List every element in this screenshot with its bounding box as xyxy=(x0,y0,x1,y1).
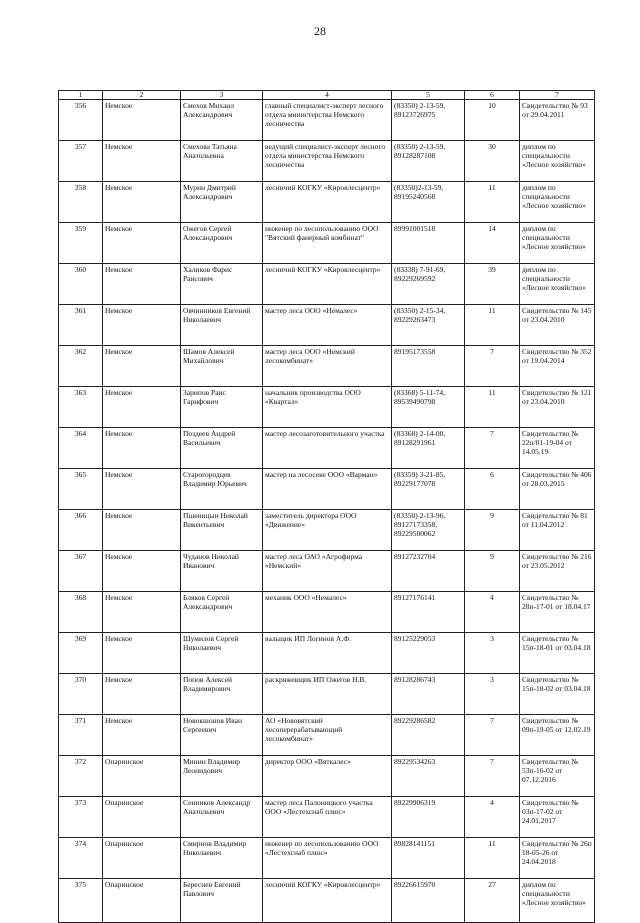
experience-cell: 11 xyxy=(465,387,520,428)
experience-cell: 3 xyxy=(465,674,520,715)
person-name-cell: Попов Алексей Владимирович xyxy=(181,674,263,715)
table-row xyxy=(59,387,595,428)
position-cell: инженер по лесопользованию ООО "Вятский фанерный комбинат" xyxy=(263,223,392,264)
phone-cell: 89229906319 xyxy=(392,797,465,838)
table-row xyxy=(59,674,595,715)
district-cell: Немское xyxy=(103,141,181,182)
row-number-cell: 369 xyxy=(59,633,103,674)
experience-cell: 4 xyxy=(465,592,520,633)
person-name-cell: Минин Владимир Леонидович xyxy=(181,756,263,797)
phone-cell: (83338) 7-91-69, 89229269592 xyxy=(392,264,465,305)
document-cell: Свидетельство № 28п-17-01 от 18.04.17 xyxy=(520,592,595,633)
experience-cell: 3 xyxy=(465,633,520,674)
document-cell: Свидетельство № 09п-19-05 от 12.02.19 xyxy=(520,715,595,756)
experience-cell: 7 xyxy=(465,715,520,756)
phone-cell: 89991001518 xyxy=(392,223,465,264)
person-name-cell: Овчинников Евгений Николаевич xyxy=(181,305,263,346)
position-cell: лесничий КОГКУ «Кировлесцентр» xyxy=(263,182,392,223)
person-name-cell: Ожегов Сергей Александрович xyxy=(181,223,263,264)
table-row xyxy=(59,633,595,674)
position-cell: начальник производства ООО «Квартал» xyxy=(263,387,392,428)
document-cell: Свидетельство № 53п-16-02 от 07.12.2016 xyxy=(520,756,595,797)
experience-cell: 6 xyxy=(465,469,520,510)
row-number-cell: 360 xyxy=(59,264,103,305)
page-number: 28 xyxy=(314,24,326,38)
document-cell: диплом по специальности «Лесное хозяйство» xyxy=(520,141,595,182)
district-cell: Опаринское xyxy=(103,756,181,797)
table-body xyxy=(59,100,595,923)
person-name-cell: Старогородцев Владимир Юрьевич xyxy=(181,469,263,510)
row-number-cell: 367 xyxy=(59,551,103,592)
document-cell: Свидетельство № 15п-18-01 от 03.04.18 xyxy=(520,633,595,674)
phone-cell: (83350)2-13-59, 89195240568 xyxy=(392,182,465,223)
district-cell: Немское xyxy=(103,346,181,387)
district-cell: Немское xyxy=(103,387,181,428)
person-name-cell: Шамов Алексей Михайлович xyxy=(181,346,263,387)
district-cell: Немское xyxy=(103,264,181,305)
row-number-cell: 362 xyxy=(59,346,103,387)
table-row xyxy=(59,797,595,838)
person-name-cell: Мурин Дмитрий Александрович xyxy=(181,182,263,223)
document-cell: диплом по специальности «Лесное хозяйство» xyxy=(520,182,595,223)
table-row xyxy=(59,510,595,551)
column-header: 7 xyxy=(520,91,595,100)
phone-cell: 89128286743 xyxy=(392,674,465,715)
document-cell: Свидетельство № 121 от 23.04.2010 xyxy=(520,387,595,428)
person-name-cell: Шумилов Сергей Николаевич xyxy=(181,633,263,674)
person-name-cell: Зарипов Раис Гарифович xyxy=(181,387,263,428)
position-cell: лесничий КОГКУ «Кировлесцентр» xyxy=(263,264,392,305)
table-row xyxy=(59,592,595,633)
document-cell: Свидетельство № 81 от 11.04.2012 xyxy=(520,510,595,551)
row-number-cell: 365 xyxy=(59,469,103,510)
table-row xyxy=(59,182,595,223)
column-number-header-row xyxy=(59,91,595,100)
phone-cell: 89125229053 xyxy=(392,633,465,674)
table-row xyxy=(59,428,595,469)
table-row xyxy=(59,838,595,879)
document-cell: Свидетельство № 03п-17-02 от 24.01.2017 xyxy=(520,797,595,838)
district-cell: Немское xyxy=(103,592,181,633)
position-cell: заместитель директора ООО «Движение» xyxy=(263,510,392,551)
person-name-cell: Смехов Михаил Александрович xyxy=(181,100,263,141)
table-row xyxy=(59,141,595,182)
person-name-cell: Сенников Александр Анатольевич xyxy=(181,797,263,838)
table-row xyxy=(59,100,595,141)
document-cell: Свидетельство № 352 от 19.04.2014 xyxy=(520,346,595,387)
table-row xyxy=(59,223,595,264)
row-number-cell: 357 xyxy=(59,141,103,182)
experience-cell: 30 xyxy=(465,141,520,182)
column-header: 1 xyxy=(59,91,103,100)
district-cell: Немское xyxy=(103,715,181,756)
experience-cell: 7 xyxy=(465,756,520,797)
phone-cell: (83359) 3-21-85, 89229177078 xyxy=(392,469,465,510)
document-cell: Свидетельство № 145 от 23.04.2010 xyxy=(520,305,595,346)
district-cell: Опаринское xyxy=(103,879,181,923)
document-cell: Свидетельство № 22п/01-19-04 от 14.05.19 xyxy=(520,428,595,469)
table-row xyxy=(59,551,595,592)
phone-cell: 89229286582 xyxy=(392,715,465,756)
position-cell: главный специалист-эксперт лесного отдела министерства Немского лесничества xyxy=(263,100,392,141)
person-name-cell: Новокшонов Иван Сергеевич xyxy=(181,715,263,756)
position-cell: мастер леса ООО «Немский лесокомбинат» xyxy=(263,346,392,387)
position-cell: мастер леса ОАО «Агрофирма «Немский» xyxy=(263,551,392,592)
table-row xyxy=(59,264,595,305)
phone-cell: 89226615970 xyxy=(392,879,465,923)
person-name-cell: Халиков Фарис Раисович xyxy=(181,264,263,305)
district-cell: Немское xyxy=(103,469,181,510)
table-row xyxy=(59,715,595,756)
person-name-cell: Поздеев Андрей Васильевич xyxy=(181,428,263,469)
position-cell: раскряжевщик ИП Ожегов Н.В. xyxy=(263,674,392,715)
experience-cell: 39 xyxy=(465,264,520,305)
experience-cell: 11 xyxy=(465,838,520,879)
district-cell: Опаринское xyxy=(103,797,181,838)
column-header: 2 xyxy=(103,91,181,100)
table-row xyxy=(59,879,595,923)
position-cell: мастер на лесосеке ООО «Варман» xyxy=(263,469,392,510)
district-cell: Немское xyxy=(103,674,181,715)
experience-cell: 14 xyxy=(465,223,520,264)
document-cell: диплом по специальности «Лесное хозяйство» xyxy=(520,223,595,264)
experience-cell: 7 xyxy=(465,346,520,387)
district-cell: Немское xyxy=(103,551,181,592)
document-cell: диплом по специальности «Лесное хозяйство» xyxy=(520,879,595,923)
column-header: 3 xyxy=(181,91,263,100)
row-number-cell: 373 xyxy=(59,797,103,838)
table-row xyxy=(59,305,595,346)
phone-cell: 89195173558 xyxy=(392,346,465,387)
phone-cell: (83368) 5-11-74, 89539490798 xyxy=(392,387,465,428)
phone-cell: 89127232704 xyxy=(392,551,465,592)
column-header: 4 xyxy=(263,91,392,100)
district-cell: Немское xyxy=(103,633,181,674)
phone-cell: (83350) 2-13-59, 89123726975 xyxy=(392,100,465,141)
experience-cell: 7 xyxy=(465,428,520,469)
row-number-cell: 374 xyxy=(59,838,103,879)
district-cell: Опаринское xyxy=(103,838,181,879)
row-number-cell: 363 xyxy=(59,387,103,428)
district-cell: Немское xyxy=(103,305,181,346)
district-cell: Немское xyxy=(103,223,181,264)
document-cell: диплом по специальности «Лесное хозяйство» xyxy=(520,264,595,305)
phone-cell: 89127176141 xyxy=(392,592,465,633)
position-cell: директор ООО «Вяткалес» xyxy=(263,756,392,797)
row-number-cell: 364 xyxy=(59,428,103,469)
row-number-cell: 358 xyxy=(59,182,103,223)
table-row xyxy=(59,469,595,510)
phone-cell: (83350) 2-13-96, 89127173358, 89229500062 xyxy=(392,510,465,551)
row-number-cell: 359 xyxy=(59,223,103,264)
experience-cell: 9 xyxy=(465,551,520,592)
row-number-cell: 366 xyxy=(59,510,103,551)
column-header: 5 xyxy=(392,91,465,100)
row-number-cell: 370 xyxy=(59,674,103,715)
position-cell: мастер леса ООО «Немалес» xyxy=(263,305,392,346)
position-cell: мастер леса Палоницкого участка ООО «Лестехснаб плюс» xyxy=(263,797,392,838)
table-row xyxy=(59,346,595,387)
phone-cell: (83350) 2-13-59, 89128287108 xyxy=(392,141,465,182)
phone-cell: 89828141151 xyxy=(392,838,465,879)
experience-cell: 11 xyxy=(465,305,520,346)
person-name-cell: Чуданов Николай Иванович xyxy=(181,551,263,592)
position-cell: вальщик ИП Логинов А.Ф. xyxy=(263,633,392,674)
phone-cell: 89229534263 xyxy=(392,756,465,797)
person-name-cell: Береснев Евгений Павлович xyxy=(181,879,263,923)
row-number-cell: 375 xyxy=(59,879,103,923)
position-cell: механик ООО «Немалес» xyxy=(263,592,392,633)
position-cell: мастер лесозаготовительного участка xyxy=(263,428,392,469)
table-row xyxy=(59,756,595,797)
row-number-cell: 368 xyxy=(59,592,103,633)
district-cell: Немское xyxy=(103,100,181,141)
person-name-cell: Смехова Татьяна Анатольевна xyxy=(181,141,263,182)
row-number-cell: 372 xyxy=(59,756,103,797)
experience-cell: 9 xyxy=(465,510,520,551)
position-cell: ведущий специалист-эксперт лесного отдела министерства Немского лесничества xyxy=(263,141,392,182)
person-name-cell: Бляков Сергей Александрович xyxy=(181,592,263,633)
experience-cell: 11 xyxy=(465,182,520,223)
experience-cell: 27 xyxy=(465,879,520,923)
document-cell: Свидетельство № 406 от 28.03.2015 xyxy=(520,469,595,510)
row-number-cell: 356 xyxy=(59,100,103,141)
document-cell: Свидетельство № 216 от 23.05.2012 xyxy=(520,551,595,592)
person-name-cell: Смирнов Владимир Николаевич xyxy=(181,838,263,879)
person-name-cell: Пшеницын Николай Викентьевич xyxy=(181,510,263,551)
experience-cell: 10 xyxy=(465,100,520,141)
document-cell: Свидетельство № 26п 18-05-26 от 24.04.2018 xyxy=(520,838,595,879)
district-cell: Немское xyxy=(103,510,181,551)
position-cell: инженер по лесопользованию ООО «Лестехснаб плюс» xyxy=(263,838,392,879)
row-number-cell: 371 xyxy=(59,715,103,756)
district-cell: Немское xyxy=(103,428,181,469)
row-number-cell: 361 xyxy=(59,305,103,346)
document-cell: Свидетельство № 93 от 29.04.2011 xyxy=(520,100,595,141)
column-header: 6 xyxy=(465,91,520,100)
registry-table xyxy=(58,90,595,923)
district-cell: Немское xyxy=(103,182,181,223)
experience-cell: 4 xyxy=(465,797,520,838)
document-cell: Свидетельство № 15п-18-02 от 03.04.18 xyxy=(520,674,595,715)
phone-cell: (83368) 2-14-00, 89128291961 xyxy=(392,428,465,469)
position-cell: лесничий КОГКУ «Кировлесцентр» xyxy=(263,879,392,923)
phone-cell: (83350) 2-15-34, 89229263473 xyxy=(392,305,465,346)
position-cell: АО «Нововятский лесоперерабатывающий лесокомбинат» xyxy=(263,715,392,756)
